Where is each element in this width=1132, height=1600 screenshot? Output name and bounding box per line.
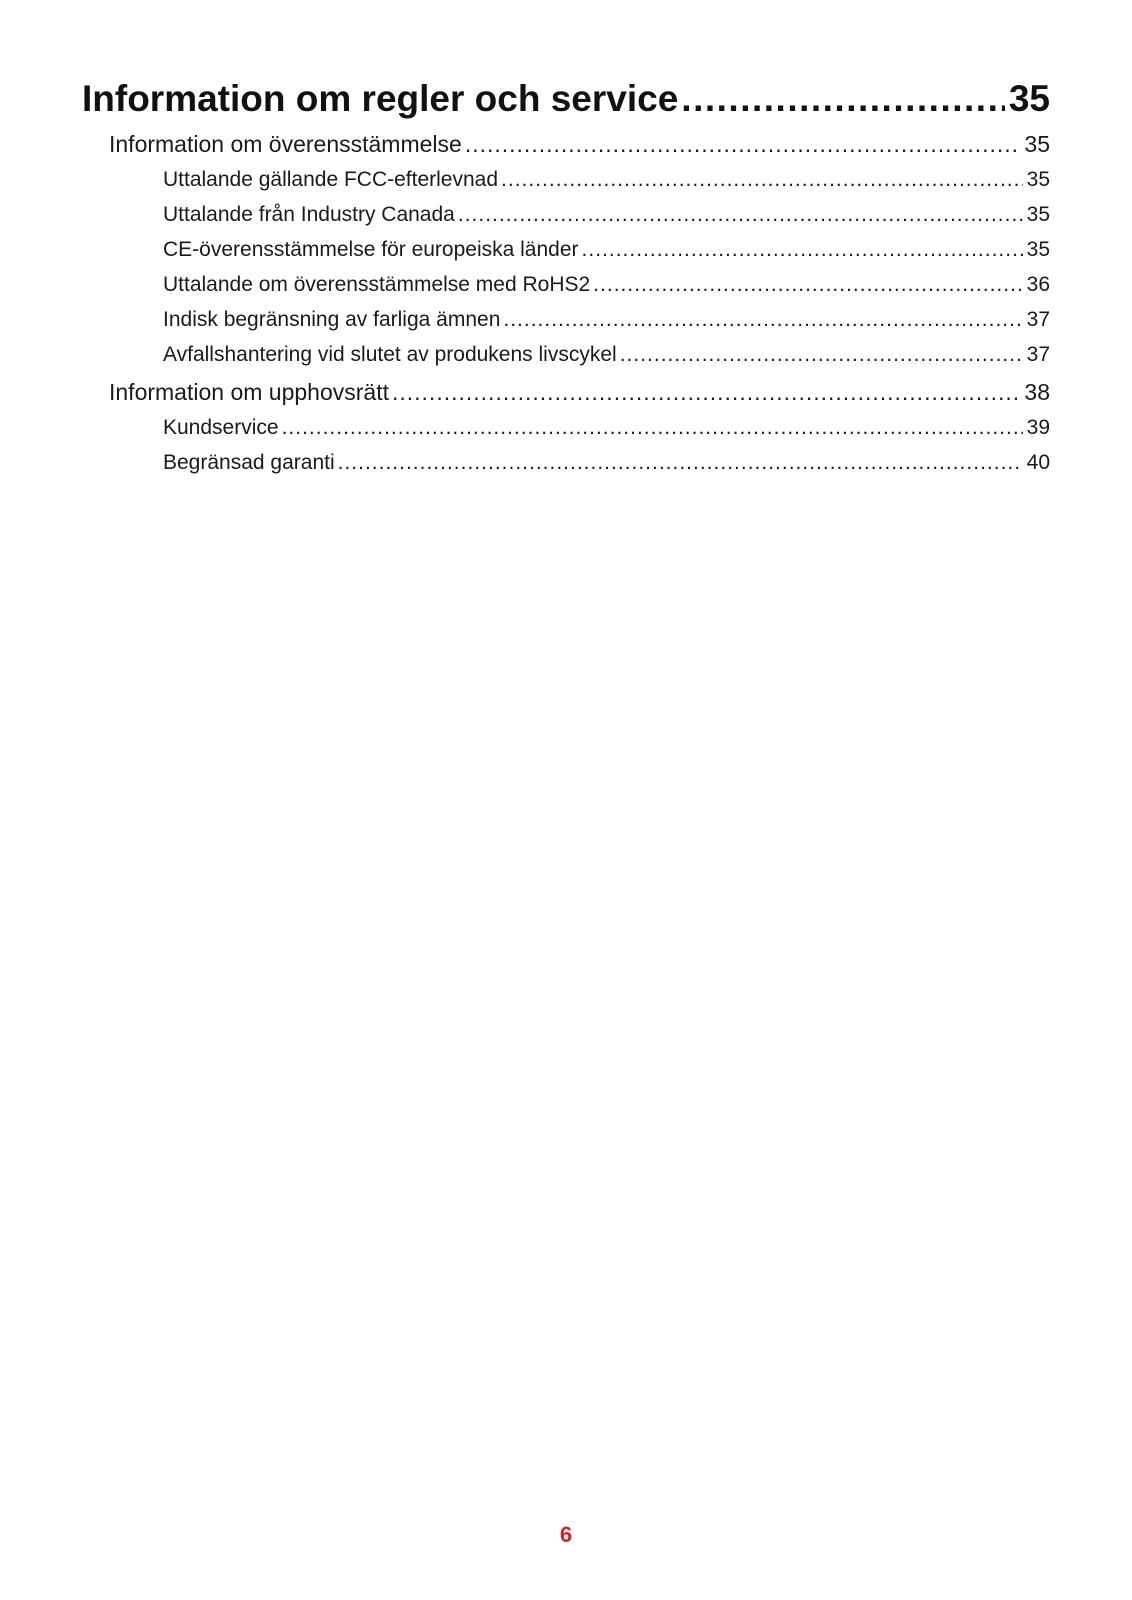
- toc-section-title: Information om upphovsrätt: [109, 379, 389, 405]
- toc-subsection-title: Begränsad garanti: [163, 451, 335, 474]
- toc-subsection-page: 39: [1026, 416, 1050, 439]
- table-of-contents: [82, 74, 1050, 480]
- toc-dot-leader: [593, 267, 1022, 302]
- toc-subsection-entry[interactable]: [82, 232, 1050, 267]
- toc-dot-leader: [458, 197, 1023, 232]
- toc-subsection-title: Uttalande gällande FCC-efterlevnad: [163, 168, 499, 191]
- toc-dot-leader: [582, 232, 1023, 267]
- toc-subsection-page: 35: [1026, 238, 1050, 261]
- toc-dot-leader: [338, 445, 1023, 480]
- toc-subsection-entry[interactable]: [82, 267, 1050, 302]
- toc-subsection-page: 37: [1026, 308, 1050, 331]
- toc-dot-leader: [465, 126, 1021, 162]
- toc-subsection-page: 36: [1026, 273, 1050, 296]
- toc-dot-leader: [501, 162, 1023, 197]
- toc-section-entry[interactable]: [82, 374, 1050, 410]
- toc-chapter-page: 35: [1008, 78, 1050, 119]
- toc-subsection-entry[interactable]: [82, 337, 1050, 372]
- toc-dot-leader: [681, 74, 1005, 124]
- page-number: 6: [559, 1522, 573, 1547]
- toc-dot-leader: [392, 374, 1020, 410]
- toc-subsection-title: Uttalande från Industry Canada: [163, 203, 455, 226]
- toc-subsection-title: Uttalande om överensstämmelse med RoHS2: [163, 273, 591, 296]
- toc-subsection-entry[interactable]: [82, 197, 1050, 232]
- toc-subsection-title: CE-överensstämmelse för europeiska länder: [163, 238, 579, 261]
- toc-chapter-title: Information om regler och service: [82, 78, 679, 119]
- toc-subsection-page: 35: [1026, 168, 1050, 191]
- toc-subsection-entry[interactable]: [82, 162, 1050, 197]
- toc-subsection-entry[interactable]: [82, 410, 1050, 445]
- toc-dot-leader: [620, 337, 1023, 372]
- toc-chapter-entry[interactable]: [82, 74, 1050, 124]
- toc-section-page: 38: [1024, 379, 1050, 405]
- toc-subsection-title: Avfallshantering vid slutet av produkens livscykel: [163, 343, 617, 366]
- toc-subsection-page: 37: [1026, 343, 1050, 366]
- toc-subsection-entry[interactable]: [82, 445, 1050, 480]
- toc-section-entry[interactable]: [82, 126, 1050, 162]
- toc-section-page: 35: [1024, 131, 1050, 157]
- toc-subsection-title: Kundservice: [163, 416, 279, 439]
- toc-subsection-title: Indisk begränsning av farliga ämnen: [163, 308, 501, 331]
- toc-section-title: Information om överensstämmelse: [109, 131, 462, 157]
- toc-subsection-page: 40: [1026, 451, 1050, 474]
- toc-dot-leader: [282, 410, 1023, 445]
- toc-dot-leader: [503, 302, 1022, 337]
- toc-subsection-entry[interactable]: [82, 302, 1050, 337]
- toc-subsection-page: 35: [1026, 203, 1050, 226]
